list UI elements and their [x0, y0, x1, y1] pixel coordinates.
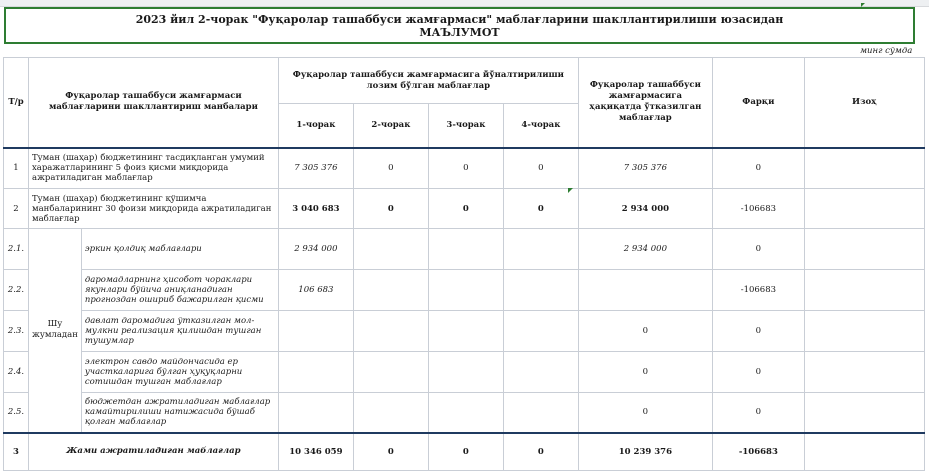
cell-q2[interactable]: 0: [353, 148, 428, 189]
header-sources[interactable]: Фуқаролар ташаббуси жамғармаси маблағларини шакллантириш манбалари: [29, 58, 279, 148]
group-label[interactable]: Шу жумладан: [29, 229, 82, 433]
row-index[interactable]: 1: [4, 148, 29, 189]
cell-q2[interactable]: [353, 311, 428, 352]
cell-q1[interactable]: [278, 393, 353, 433]
cell-q4[interactable]: 0: [503, 189, 578, 229]
row-index[interactable]: 2.4.: [4, 352, 29, 393]
cell-q1[interactable]: 2 934 000: [278, 229, 353, 270]
row-index[interactable]: 2.5.: [4, 393, 29, 433]
header-planned[interactable]: Фуқаролар ташаббуси жамғармасига йўналтирилиши лозим бўлган маблағлар: [278, 58, 578, 104]
cell-q3[interactable]: [428, 311, 503, 352]
header-difference[interactable]: Фарқи: [712, 58, 804, 148]
cell-note[interactable]: [804, 393, 924, 433]
header-q2[interactable]: 2-чорак: [353, 104, 428, 148]
table-row: [4, 352, 925, 393]
cell-difference[interactable]: 0: [712, 352, 804, 393]
cell-note[interactable]: [804, 433, 924, 471]
funds-table: [3, 57, 925, 471]
cell-q1[interactable]: [278, 352, 353, 393]
row-source-text[interactable]: бюджетдан ажратиладиган маблағлар камайтирилиши натижасида бўшаб қолган маблағлар: [81, 393, 278, 433]
cell-q3[interactable]: 0: [428, 433, 503, 471]
cell-difference[interactable]: 0: [712, 311, 804, 352]
cell-difference[interactable]: -106683: [712, 433, 804, 471]
cell-transferred[interactable]: 2 934 000: [578, 189, 712, 229]
header-transferred[interactable]: Фуқаролар ташаббуси жамғармасига ҳақиқатда ўтказилган маблағлар: [578, 58, 712, 148]
cell-q4[interactable]: 0: [503, 148, 578, 189]
cell-transferred[interactable]: 2 934 000: [578, 229, 712, 270]
cell-note[interactable]: [804, 229, 924, 270]
table-row: [4, 270, 925, 311]
row-index[interactable]: 2.1.: [4, 229, 29, 270]
cell-transferred[interactable]: 7 305 376: [578, 148, 712, 189]
cell-q3[interactable]: 0: [428, 148, 503, 189]
spreadsheet-column-strip: [0, 0, 929, 7]
cell-transferred[interactable]: 0: [578, 352, 712, 393]
table-row: [4, 311, 925, 352]
row-index[interactable]: 2: [4, 189, 29, 229]
header-q3[interactable]: 3-чорак: [428, 104, 503, 148]
cell-note[interactable]: [804, 148, 924, 189]
cell-note[interactable]: [804, 270, 924, 311]
row-source-text[interactable]: эркин қолдиқ маблағлари: [81, 229, 278, 270]
row-source-text[interactable]: электрон савдо майдончасида ер участкаларига бўлган ҳуқуқларни сотишдан тушган маблағлар: [81, 352, 278, 393]
cell-q3[interactable]: [428, 393, 503, 433]
cell-difference[interactable]: -106683: [712, 270, 804, 311]
cell-q4[interactable]: [503, 352, 578, 393]
cell-q2[interactable]: [353, 393, 428, 433]
header-note[interactable]: Изоҳ: [804, 58, 924, 148]
cell-q1[interactable]: [278, 311, 353, 352]
cell-q2[interactable]: 0: [353, 433, 428, 471]
cell-q2[interactable]: [353, 352, 428, 393]
table-row: [4, 148, 925, 189]
header-tr[interactable]: Т/р: [4, 58, 29, 148]
cell-transferred[interactable]: 0: [578, 311, 712, 352]
cell-difference[interactable]: 0: [712, 148, 804, 189]
cell-q1[interactable]: 10 346 059: [278, 433, 353, 471]
cell-difference[interactable]: 0: [712, 393, 804, 433]
cell-q4[interactable]: [503, 229, 578, 270]
cell-difference[interactable]: 0: [712, 229, 804, 270]
cell-transferred[interactable]: [578, 270, 712, 311]
cell-comment-marker: [568, 188, 573, 193]
cell-note[interactable]: [804, 352, 924, 393]
cell-q4[interactable]: [503, 270, 578, 311]
cell-q1[interactable]: 7 305 376: [278, 148, 353, 189]
total-row: [4, 433, 925, 471]
row-source-text[interactable]: даромадларнинг ҳисобот чораклари якунлари бўйича аниқланадиган прогноздан ошириб бажарилган қисми: [81, 270, 278, 311]
cell-q4[interactable]: 0: [503, 433, 578, 471]
row-source-text[interactable]: Жами ажратиладиган маблағлар: [29, 433, 279, 471]
row-source-text[interactable]: давлат даромадига ўтказилган мол-мулкни реализация қилишдан тушган тушумлар: [81, 311, 278, 352]
cell-q3[interactable]: [428, 229, 503, 270]
cell-note[interactable]: [804, 311, 924, 352]
row-index[interactable]: 2.2.: [4, 270, 29, 311]
cell-q3[interactable]: [428, 270, 503, 311]
cell-transferred[interactable]: 0: [578, 393, 712, 433]
document-title[interactable]: [4, 7, 915, 44]
cell-q1[interactable]: 106 683: [278, 270, 353, 311]
cell-q3[interactable]: [428, 352, 503, 393]
cell-transferred[interactable]: 10 239 376: [578, 433, 712, 471]
title-line-2: МАЪЛУМОТ: [419, 26, 500, 39]
table-row: [4, 189, 925, 229]
cell-q4[interactable]: [503, 311, 578, 352]
cell-q1[interactable]: 3 040 683: [278, 189, 353, 229]
cell-note[interactable]: [804, 189, 924, 229]
cell-difference[interactable]: -106683: [712, 189, 804, 229]
row-source-text[interactable]: Туман (шаҳар) бюджетининг қўшимча манбаларининг 30 фоизи миқдорида ажратиладиган маблағлар: [29, 189, 279, 229]
cell-q2[interactable]: [353, 270, 428, 311]
header-q1[interactable]: 1-чорак: [278, 104, 353, 148]
cell-q3[interactable]: 0: [428, 189, 503, 229]
row-index[interactable]: 3: [4, 433, 29, 471]
cell-q2[interactable]: [353, 229, 428, 270]
header-q4[interactable]: 4-чорак: [503, 104, 578, 148]
table-row: [4, 229, 925, 270]
cell-q2[interactable]: 0: [353, 189, 428, 229]
row-source-text[interactable]: Туман (шаҳар) бюджетининг тасдиқланган умумий харажатларининг 5 фоиз қисми миқдорида ажратиладиган маблағлар: [29, 148, 279, 189]
title-line-1: 2023 йил 2-чорак "Фуқаролар ташаббуси жамғармаси" маблағларини шакллантирилиши юзасидан: [135, 13, 784, 26]
table-row: [4, 393, 925, 433]
unit-label: минг сўмда: [860, 46, 913, 56]
cell-q4[interactable]: [503, 393, 578, 433]
row-index[interactable]: 2.3.: [4, 311, 29, 352]
